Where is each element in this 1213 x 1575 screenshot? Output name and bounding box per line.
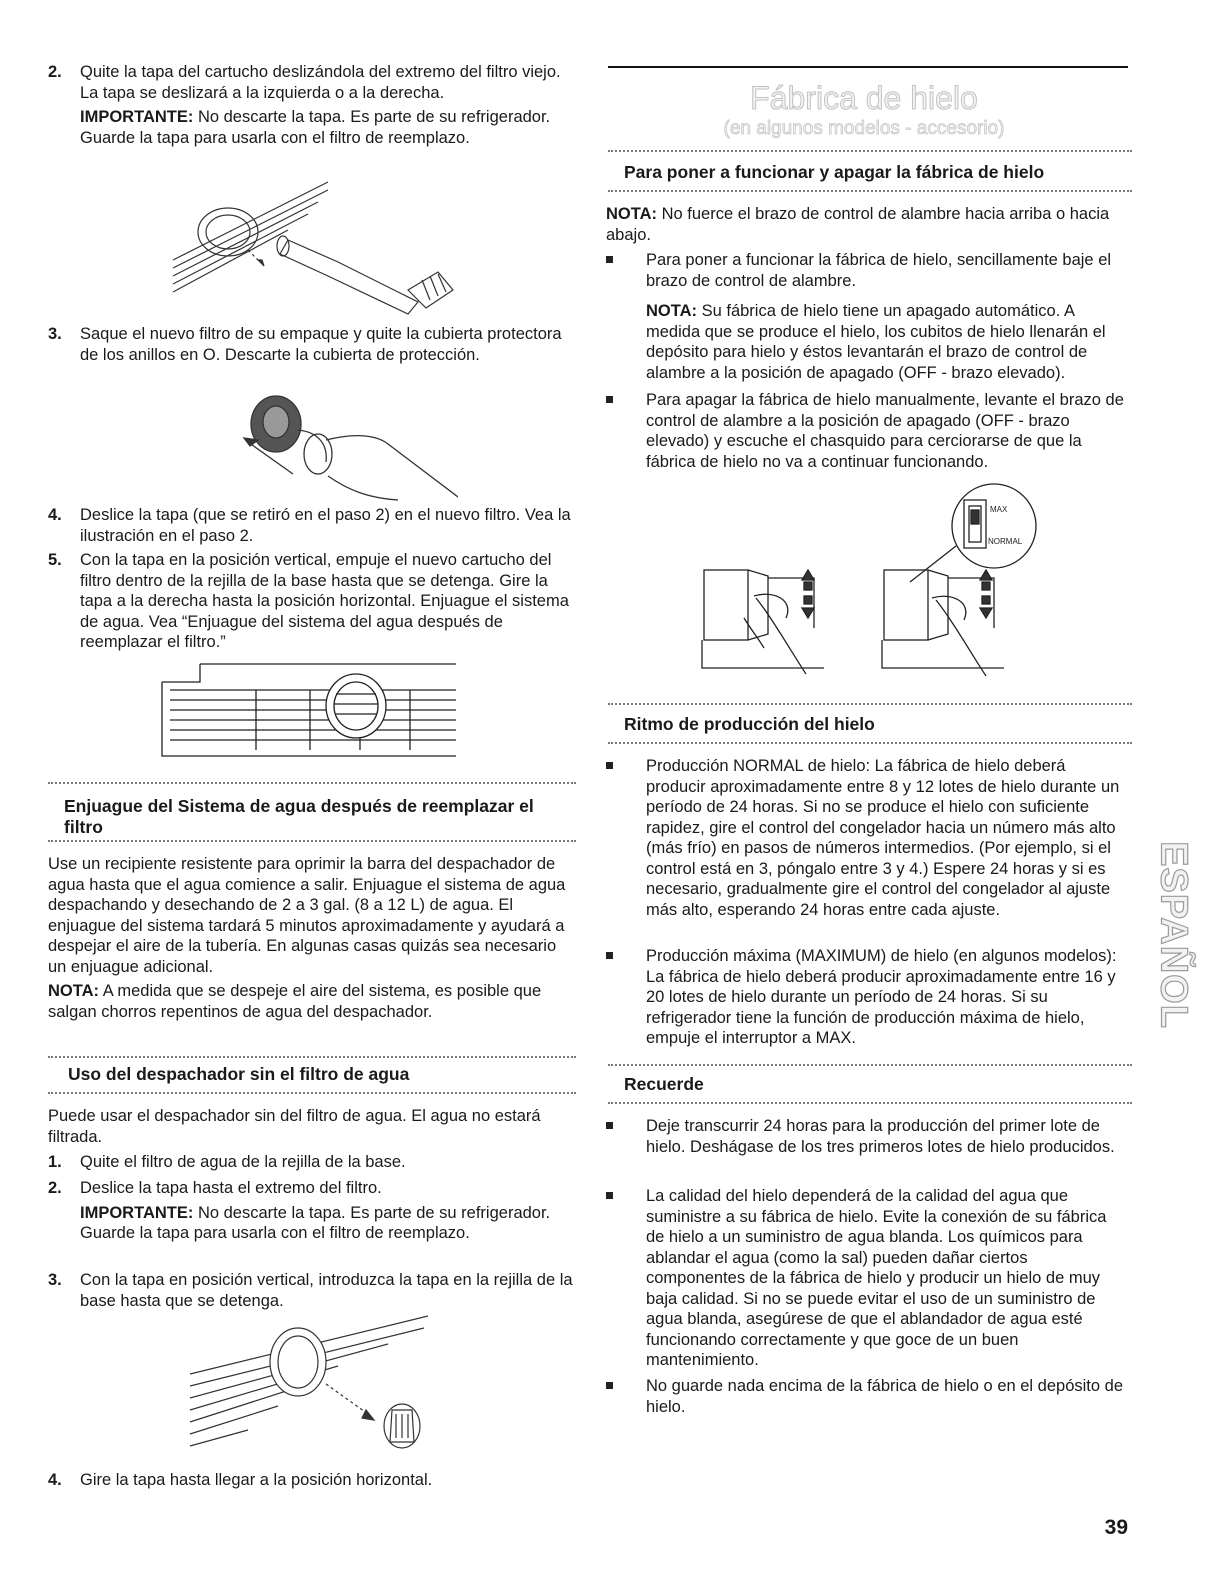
note-label: NOTA: [606, 205, 658, 223]
bullet-icon [606, 952, 613, 959]
divider [608, 150, 1132, 152]
note-text: No fuerce el brazo de control de alambre hacia arriba o hacia abajo. [606, 205, 1110, 244]
step-text: Saque el nuevo filtro de su empaque y quite la cubierta protectora de los anillos en O. Descarte la cubierta de protección. [80, 325, 562, 364]
important-label: IMPORTANTE: [80, 108, 194, 126]
important-label: IMPORTANTE: [80, 1203, 194, 1222]
note-label: NOTA: [646, 302, 698, 320]
divider [48, 1092, 576, 1094]
step-text: Con la tapa en la posición vertical, empuje el nuevo cartucho del filtro dentro de la rejilla de la base hasta que se detenga. Gire la tapa a la derecha hasta la posición horizontal. Enjuague el sistema de agua. Vea “Enjuague del sistema del agua después de reemplazar el filtro.” [80, 551, 569, 651]
switch-max-label: MAX [990, 505, 1008, 514]
switch-normal-label: NORMAL [988, 537, 1023, 546]
ice-maker-illustration [694, 478, 1044, 688]
divider [48, 1056, 576, 1058]
step-text: Gire la tapa hasta llegar a la posición horizontal. [80, 1471, 433, 1489]
step-number: 1. [48, 1153, 62, 1171]
bullet-icon [606, 762, 613, 769]
divider [608, 1102, 1132, 1104]
remember-bullet-1 [606, 1116, 1126, 1163]
side-tab-label: ESPAÑOL [1152, 841, 1195, 1029]
no-filter-step-3 [48, 1270, 576, 1315]
section-title: Fábrica de hielo [750, 80, 978, 116]
bullet-text: Para poner a funcionar la fábrica de hielo, sencillamente baje el brazo de control de alambre. [646, 251, 1112, 290]
page-number: 39 [1104, 1516, 1128, 1539]
remember-heading: Recuerde [624, 1074, 704, 1094]
note-text: A medida que se despeje el aire del sistema, es posible que salgan chorros repentinos de agua del despachador. [48, 982, 542, 1021]
step-text: Quite la tapa del cartucho deslizándola del extremo del filtro viejo. La tapa se deslizará a la izquierda o a la derecha. [80, 63, 561, 102]
on-off-bullet-2 [606, 390, 1126, 478]
bullet-text: Producción NORMAL de hielo: La fábrica de hielo deberá producir aproximadamente entre 8 y 12 lotes de hielo durante un período de 24 horas. Si no se produce el hielo con suficiente rapidez, gire el control del congelador hacia un número más alto (más frío) en pasos de números intermedios. (Por ejemplo, si el control está en 3, póngalo entre 3 y 4.) Espere 24 horas y si es necesario, gradualmente gire el control del congelador al ajuste más alto, esperando 24 horas entre cada ajuste. [646, 757, 1120, 919]
bullet-icon [606, 396, 613, 403]
flush-body [48, 854, 576, 1022]
on-off-heading: Para poner a funcionar y apagar la fábrica de hielo [624, 162, 1045, 182]
section-subtitle: (en algunos modelos - accesorio) [723, 118, 1005, 139]
flush-paragraph: Use un recipiente resistente para oprimir la barra del despachador de agua hasta que el agua comience a salir. Enjuague el sistema de agua despachando y desechando de 2 a 3 gal. (8 a 12 L) de agua. El enjuague del sistema tardará 5 minutos aproximadamente y ayudará a despejar el aire de la tubería. En algunas casas quizás sea necesario un enjuague adicional. [48, 855, 566, 976]
divider [608, 742, 1132, 744]
divider [608, 703, 1132, 705]
note-label: NOTA: [48, 982, 100, 1000]
no-filter-step-1 [48, 1152, 576, 1177]
step-5 [48, 550, 576, 657]
o-ring-cover-illustration [198, 392, 458, 504]
rate-bullet-1 [606, 756, 1126, 926]
bullet-icon [606, 1382, 613, 1389]
on-off-bullet-1 [606, 250, 1126, 389]
note-text: Su fábrica de hielo tiene un apagado automático. A medida que se produce el hielo, los cubitos de hielo llenarán el depósito para hielo y éstos levantarán el brazo de control de alambre a la posición de apagado (OFF - brazo elevado). [646, 302, 1106, 382]
remember-bullet-2 [606, 1186, 1126, 1377]
divider [608, 1064, 1132, 1066]
no-filter-heading: Uso del despachador sin el filtro de agua [68, 1064, 410, 1084]
step-number: 4. [48, 506, 62, 524]
bullet-icon [606, 1192, 613, 1199]
bullet-icon [606, 256, 613, 263]
step-number: 2. [48, 1179, 62, 1197]
step-4 [48, 505, 576, 550]
step-number: 3. [48, 325, 62, 343]
bullet-icon [606, 1122, 613, 1129]
step-text: Quite el filtro de agua de la rejilla de la base. [80, 1153, 406, 1171]
important-text: No descarte la tapa. Es parte de su refrigerador. Guarde la tapa para usarla con el filtro de reemplazo. [80, 1203, 551, 1242]
step-number: 2. [48, 63, 62, 81]
top-rule [608, 66, 1128, 68]
language-side-tab [1150, 815, 1196, 1055]
step-text: Con la tapa en posición vertical, introduzca la tapa en la rejilla de la base hasta que se detenga. [80, 1271, 573, 1310]
step-2 [48, 62, 576, 152]
divider [48, 782, 576, 784]
bullet-text: Producción máxima (MAXIMUM) de hielo (en algunos modelos): La fábrica de hielo deberá producir aproximadamente entre 16 y 20 lotes de hielo durante un período de 24 horas. Si su refrigerador tiene la función de producción máxima de hielo, empuje el interruptor a MAX. [646, 947, 1117, 1047]
base-grille-filter-illustration [160, 660, 460, 760]
cap-into-grille-illustration [188, 1314, 448, 1464]
step-number: 3. [48, 1271, 62, 1289]
bullet-text: No guarde nada encima de la fábrica de hielo o en el depósito de hielo. [646, 1377, 1124, 1416]
step-text: Deslice la tapa hasta el extremo del filtro. [80, 1179, 382, 1197]
rate-bullet-2 [606, 946, 1126, 1055]
no-filter-intro [48, 1106, 576, 1147]
no-filter-step-4 [48, 1470, 576, 1495]
intro-text: Puede usar el despachador sin del filtro de agua. El agua no estará filtrada. [48, 1107, 541, 1146]
bullet-text: La calidad del hielo dependerá de la calidad del agua que suministre a su fábrica de hielo. Evite la conexión de su fábrica de hielo a un suministro de agua blanda. Los químicos para ablandar el agua (como la sal) pueden dañar ciertos componentes de la fábrica de hielo y producir un hielo de muy baja calidad. Si no se puede evitar el uso de un suministro de agua blanda, asegúrese de que el ablandador de agua esté funcionando correctamente y que goce de un buen mantenimiento. [646, 1187, 1107, 1369]
divider [608, 190, 1132, 192]
on-off-note [606, 204, 1132, 245]
bullet-text: Para apagar la fábrica de hielo manualmente, levante el brazo de control de alambre a la posición de apagado (OFF - brazo elevado) y escuche el chasquido para cerciorarse de que la fábrica de hielo no va a continuar funcionando. [646, 391, 1124, 471]
step-number: 4. [48, 1471, 62, 1489]
no-filter-step-2 [48, 1178, 576, 1248]
remember-bullet-3 [606, 1376, 1126, 1423]
step-3 [48, 324, 576, 369]
step-number: 5. [48, 551, 62, 569]
flush-heading: Enjuague del Sistema de agua después de reemplazar el filtro [64, 796, 534, 837]
important-text: No descarte la tapa. Es parte de su refrigerador. Guarde la tapa para usarla con el filtro de reemplazo. [80, 108, 551, 147]
rate-heading: Ritmo de producción del hielo [624, 714, 875, 734]
filter-cap-removal-illustration [168, 180, 458, 320]
divider [48, 840, 576, 842]
step-text: Deslice la tapa (que se retiró en el paso 2) en el nuevo filtro. Vea la ilustración en el paso 2. [80, 506, 571, 545]
bullet-text: Deje transcurrir 24 horas para la producción del primer lote de hielo. Deshágase de los tres primeros lotes de hielo producidos. [646, 1117, 1115, 1156]
